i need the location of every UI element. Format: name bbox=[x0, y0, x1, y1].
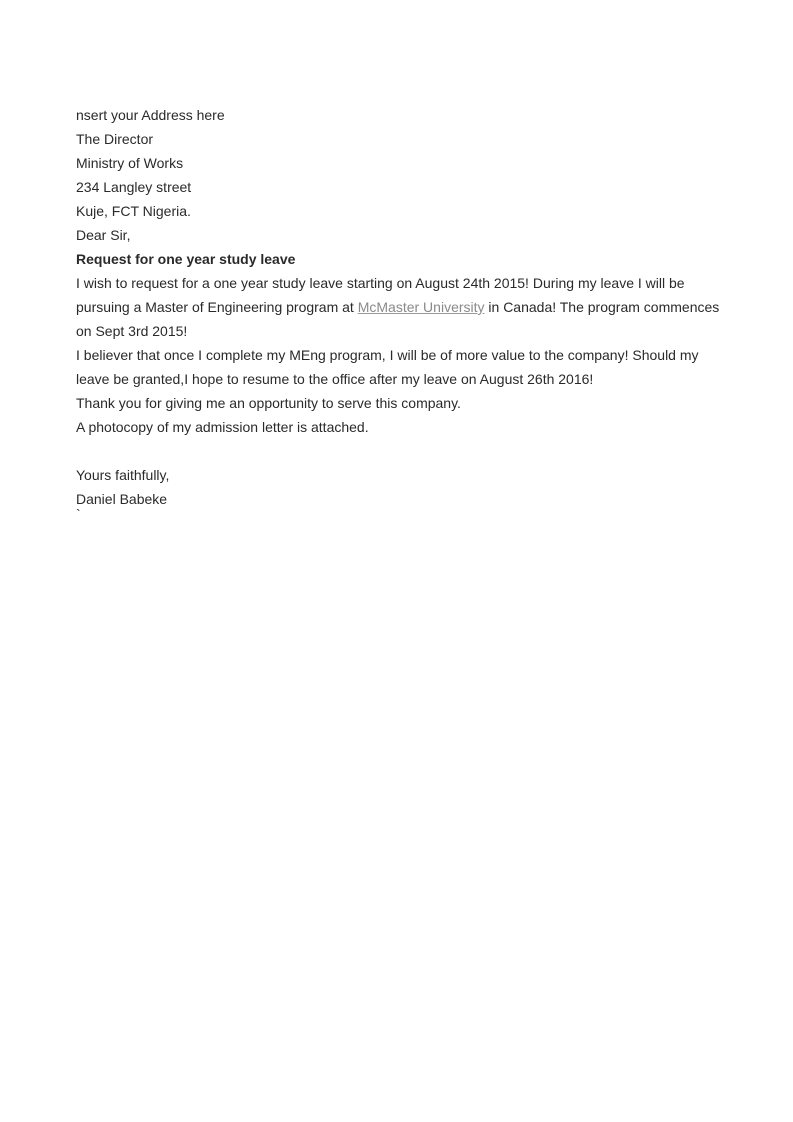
salutation: Dear Sir, bbox=[76, 227, 131, 243]
letter bbox=[76, 103, 726, 511]
recipient-title: The Director bbox=[76, 131, 154, 147]
signature-name: Daniel Babeke bbox=[76, 491, 168, 507]
body-paragraph-4: A photocopy of my admission letter is attached. bbox=[76, 419, 369, 435]
blank-line bbox=[76, 439, 726, 463]
body-paragraph-1-start: I wish to request for a one year study leave starting on August 24th 2015! During my leave I will be pursuing a Master of Engineering program at bbox=[76, 275, 685, 315]
body-paragraph-2: I believer that once I complete my MEng program, I will be of more value to the company! Should my leave be granted,I hope to resume to the office after my leave on August 26th 2016! bbox=[76, 347, 699, 387]
body-paragraph-3: Thank you for giving me an opportunity to serve this company. bbox=[76, 395, 461, 411]
recipient-organization: Ministry of Works bbox=[76, 155, 184, 171]
recipient-street: 234 Langley street bbox=[76, 179, 192, 195]
sender-address-placeholder: nsert your Address here bbox=[76, 107, 225, 123]
body-paragraph-1 bbox=[76, 271, 726, 343]
letter-subject: Request for one year study leave bbox=[76, 251, 296, 267]
stray-mark: ` bbox=[76, 506, 81, 522]
body-paragraph-1-end: in Canada! The program commences on Sept 3rd 2015! bbox=[76, 299, 720, 339]
closing: Yours faithfully, bbox=[76, 467, 170, 483]
recipient-city: Kuje, FCT Nigeria. bbox=[76, 203, 191, 219]
university-link[interactable]: McMaster University bbox=[357, 299, 485, 315]
